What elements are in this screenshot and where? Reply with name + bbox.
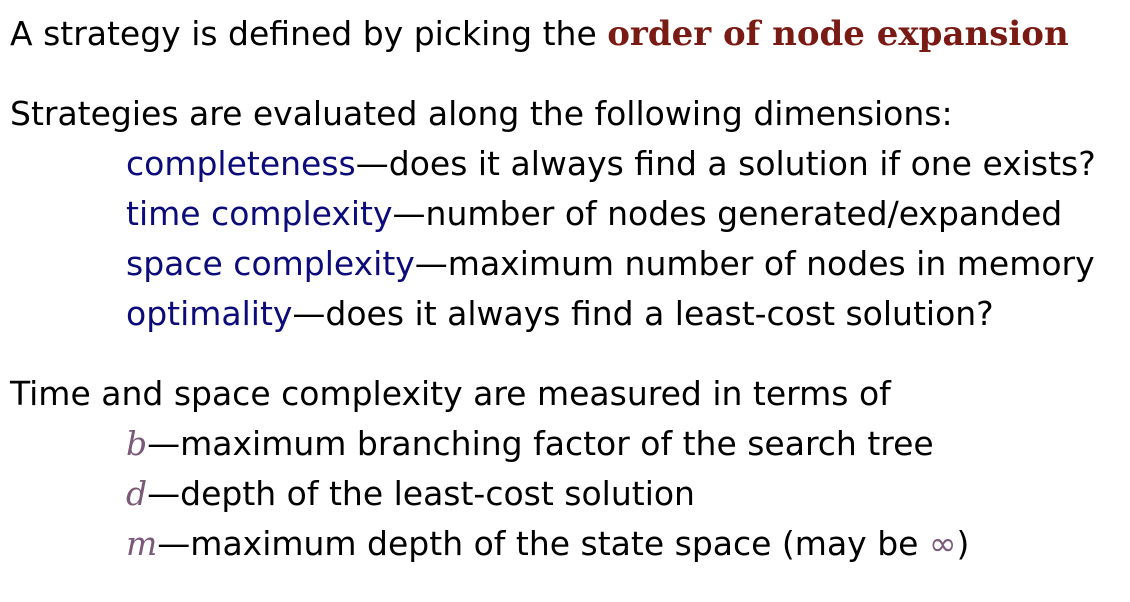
measure-description: —maximum branching factor of the search tree [147,424,934,463]
dimension-term: time complexity [126,194,393,233]
measure-description: —depth of the least-cost solution [147,474,695,513]
math-variable: d [126,474,148,513]
measure-m [126,524,969,564]
dimension-description: —maximum number of nodes in memory [414,244,1095,283]
order-of-node-expansion-emphasis: order of node expansion [607,14,1069,54]
dimension-description: —does it always find a least-cost solution? [292,294,994,333]
math-variable: m [126,524,158,563]
infinity-symbol: ∞ [928,524,957,563]
measure-d [126,474,695,514]
dimension-term: space complexity [126,244,415,283]
dimension-optimality [126,294,994,334]
measure-b [126,424,934,464]
dimension-completeness [126,144,1096,184]
dimension-description: —number of nodes generated/expanded [392,194,1063,233]
dimension-time-complexity [126,194,1062,234]
dimension-description: —does it always find a solution if one exists? [355,144,1096,183]
measure-description: —maximum depth of the state space (may be [157,524,929,563]
dimension-term: completeness [126,144,356,183]
math-variable: b [126,424,148,463]
dimension-space-complexity [126,244,1095,284]
strategy-definition-text: A strategy is defined by picking the [10,14,608,53]
closing-paren: ) [956,524,970,563]
evaluation-intro: Strategies are evaluated along the following dimensions: [10,94,953,133]
strategy-definition [10,14,1069,54]
dimension-term: optimality [126,294,293,333]
measurement-intro: Time and space complexity are measured in terms of [10,374,891,413]
